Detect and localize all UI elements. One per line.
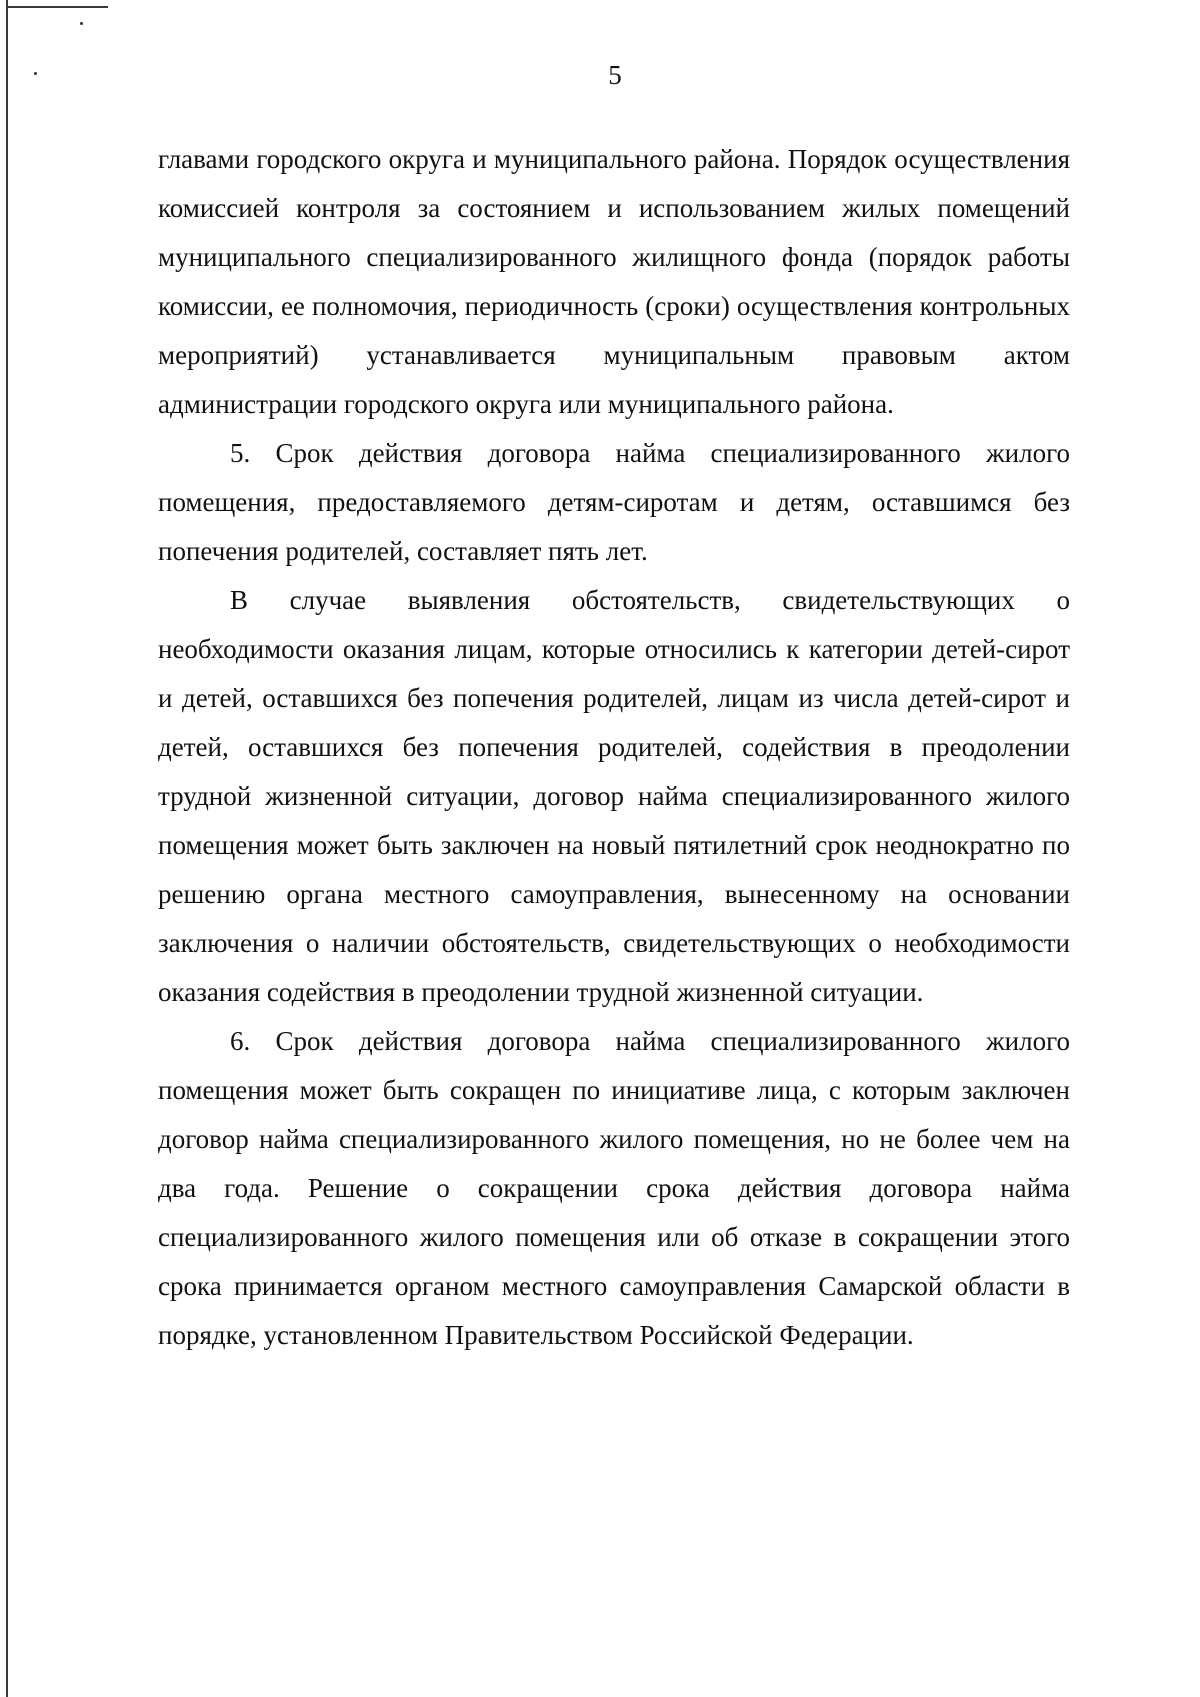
paragraph-clause-5-extension: В случае выявления обстоятельств, свидетельствующих о необходимости оказания лицам, которые относились к категории детей-сирот и детей, оставшихся без попечения родителей, лицам из числа детей-сирот и детей, оставшихся без попечения родителей, содействия в преодолении трудной жизненной ситуации, договор найма специализированного жилого помещения может быть заключен на новый пятилетний срок неоднократно по решению органа местного самоуправления, вынесенному на основании заключения о наличии обстоятельств, свидетельствующих о необходимости оказания содействия в преодолении трудной жизненной ситуации. [158,585,1070,1007]
paragraph-clause-6: 6. Срок действия договора найма специализированного жилого помещения может быть сокращен по инициативе лица, с которым заключен договор найма специализированного жилого помещения, но не более чем на два года. Решение о сокращении срока действия договора найма специализированного жилого помещения или об отказе в сокращении этого срока принимается органом местного самоуправления Самарской области в порядке, установленном Правительством Российской Федерации. [158,1026,1070,1350]
page-number: 5 [608,60,622,90]
paragraph-continuation: главами городского округа и муниципального района. Порядок осуществления комиссией контроля за состоянием и использованием жилых помещений муниципального специализированного жилищного фонда (порядок работы комиссии, ее полномочия, периодичность (сроки) осуществления контрольных мероприятий) устанавливается муниципальным правовым актом администрации городского округа или муниципального района. [158,144,1070,419]
paragraph-clause-5: 5. Срок действия договора найма специализированного жилого помещения, предоставляемого детям-сиротам и детям, оставшимся без попечения родителей, составляет пять лет. [158,438,1070,566]
scan-speck [80,22,83,25]
document-body [158,135,1070,1360]
scan-top-rule [8,6,108,8]
scan-binding-line [6,0,8,1697]
